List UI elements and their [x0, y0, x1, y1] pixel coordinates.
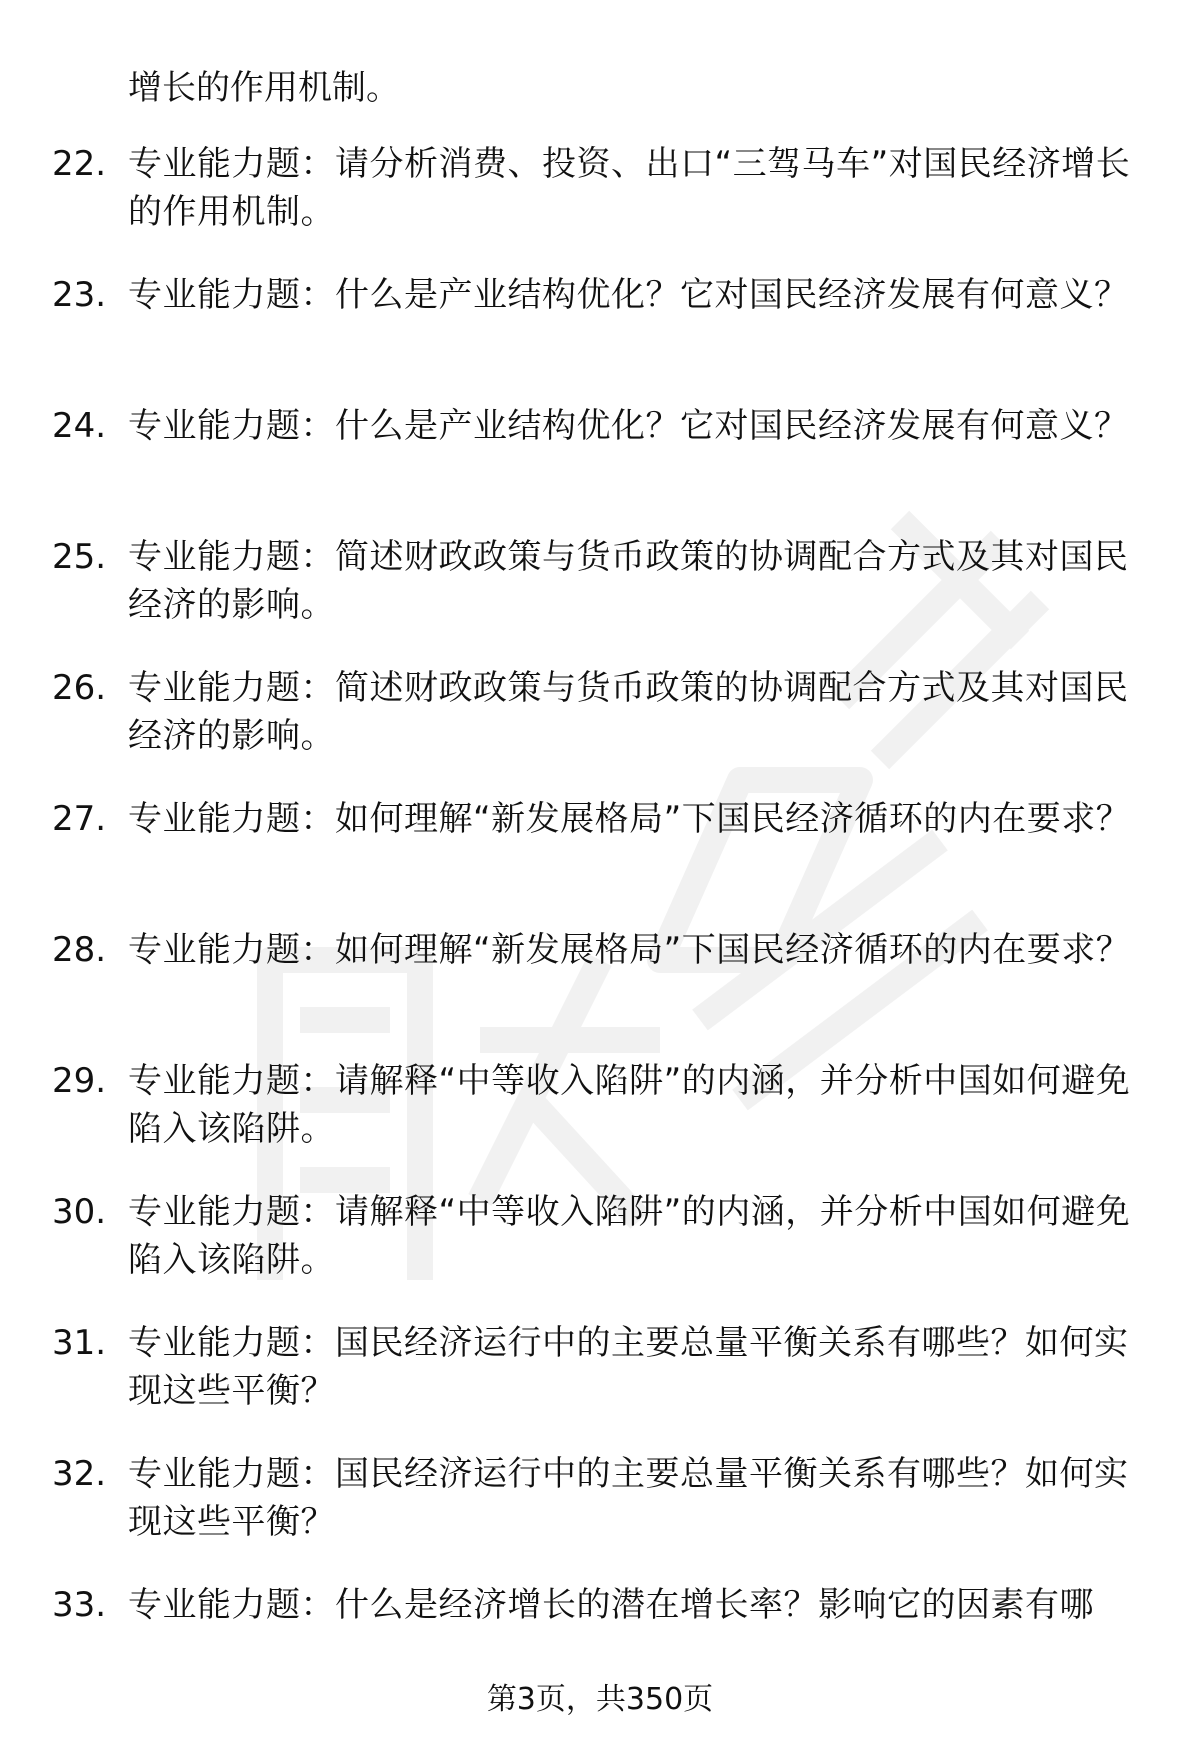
list-item: [0, 1319, 1200, 1450]
question-text: 专业能力题：如何理解“新发展格局”下国民经济循环的内在要求？: [128, 930, 1131, 970]
list-item: [0, 795, 1200, 926]
list-item: [0, 1188, 1200, 1319]
list-item: [0, 1057, 1200, 1188]
list-item: [0, 402, 1200, 533]
question-number: 31.: [52, 1323, 107, 1363]
question-number: 29.: [52, 1061, 107, 1101]
list-item: [0, 1450, 1200, 1581]
question-number: 30.: [52, 1192, 107, 1232]
question-text: 专业能力题：什么是产业结构优化？它对国民经济发展有何意义？: [128, 406, 1129, 446]
list-item: [0, 140, 1200, 271]
question-number: 26.: [52, 668, 107, 708]
question-text: 专业能力题：什么是经济增长的潜在增长率？影响它的因素有哪: [128, 1585, 1094, 1625]
question-text: 专业能力题：请解释“中等收入陷阱”的内涵，并分析中国如何避免陷入该陷阱。: [128, 1061, 1131, 1149]
question-number: 22.: [52, 144, 107, 184]
question-number: 33.: [52, 1585, 107, 1625]
question-number: 32.: [52, 1454, 107, 1494]
question-text: 专业能力题：国民经济运行中的主要总量平衡关系有哪些？如何实现这些平衡？: [128, 1323, 1129, 1411]
question-text: 专业能力题：请分析消费、投资、出口“三驾马车”对国民经济增长的作用机制。: [128, 144, 1131, 232]
question-text: 专业能力题：什么是产业结构优化？它对国民经济发展有何意义？: [128, 275, 1129, 315]
question-text: 专业能力题：简述财政政策与货币政策的协调配合方式及其对国民经济的影响。: [128, 537, 1129, 625]
list-item: [0, 533, 1200, 664]
list-item: [0, 926, 1200, 1057]
question-number: 28.: [52, 930, 107, 970]
question-number: 25.: [52, 537, 107, 577]
question-number: 23.: [52, 275, 107, 315]
list-item: [0, 664, 1200, 795]
question-text: 专业能力题：如何理解“新发展格局”下国民经济循环的内在要求？: [128, 799, 1131, 839]
continuation-text: 增长的作用机制。: [128, 68, 400, 108]
question-text: 专业能力题：请解释“中等收入陷阱”的内涵，并分析中国如何避免陷入该陷阱。: [128, 1192, 1131, 1280]
question-text: 专业能力题：简述财政政策与货币政策的协调配合方式及其对国民经济的影响。: [128, 668, 1129, 756]
page-footer: 第3页，共350页: [486, 1682, 714, 1717]
question-number: 24.: [52, 406, 107, 446]
list-item: [0, 271, 1200, 402]
question-list: [0, 140, 1200, 1712]
question-number: 27.: [52, 799, 107, 839]
question-text: 专业能力题：国民经济运行中的主要总量平衡关系有哪些？如何实现这些平衡？: [128, 1454, 1129, 1542]
